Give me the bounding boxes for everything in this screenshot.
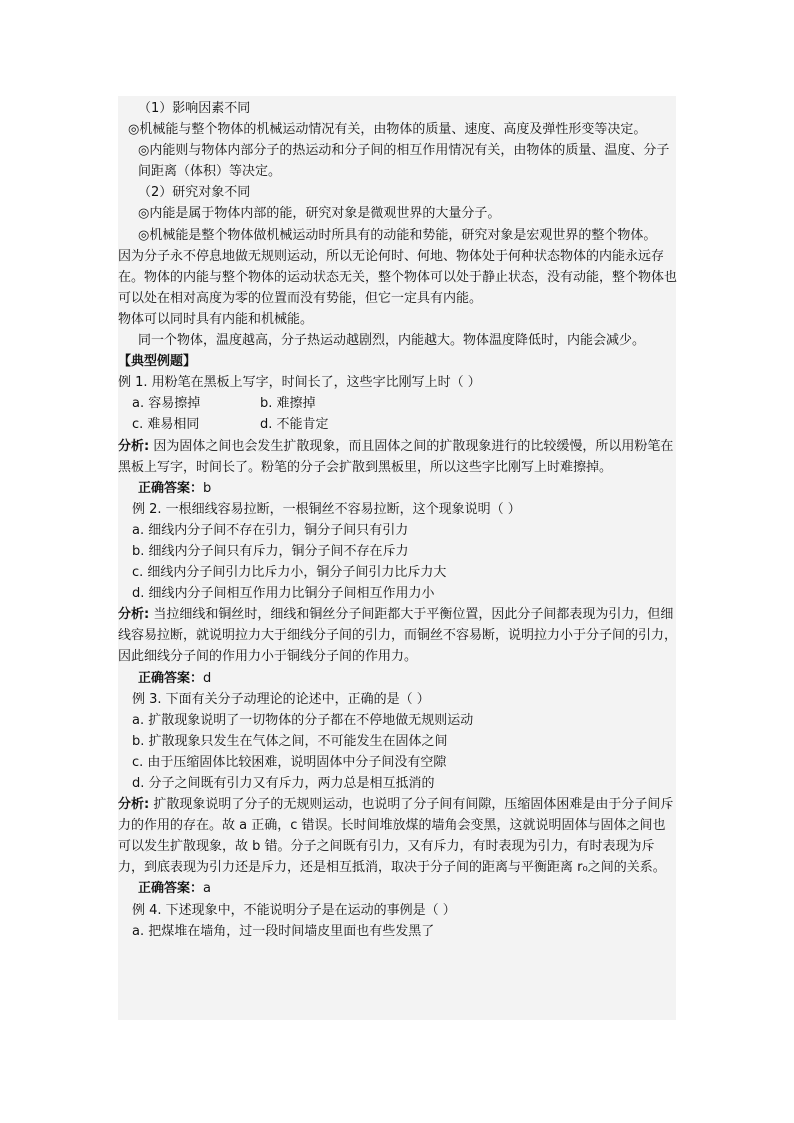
example-3-question: 例 3. 下面有关分子动理论的论述中，正确的是（ ） — [132, 691, 430, 707]
example-3-analysis-label: 分析: — [118, 797, 150, 813]
example-2-answer-label: 正确答案： — [138, 670, 204, 686]
example-1-option-c: c. 难易相同 — [132, 417, 200, 433]
example-4-option-a: a. 把煤堆在墙角，过一段时间墙皮里面也有些发黑了 — [132, 923, 435, 939]
example-2-answer-value: d — [203, 670, 212, 686]
example-1-answer — [118, 478, 678, 499]
example-1-options-row1 — [118, 393, 678, 414]
example-2-option-b: b. 细线内分子间只有斥力，铜分子间不存在斥力 — [132, 543, 409, 559]
heading-research-object: （2）研究对象不同 — [138, 185, 251, 201]
paragraph-mechanical-energy: ◎机械能与整个物体的机械运动情况有关，由物体的质量、速度、高度及弹性形变等决定。 — [128, 122, 647, 138]
example-1-answer-label: 正确答案： — [138, 480, 204, 496]
example-3-answer-value: a — [203, 881, 211, 897]
paragraph-temperature: 同一个物体，温度越高，分子热运动越剧烈，内能越大。物体温度降低时，内能会减少。 — [138, 333, 646, 349]
example-3-answer — [118, 878, 678, 899]
paragraph-mechanical-energy-object: ◎机械能是整个物体做机械运动时所具有的动能和势能，研究对象是宏观世界的整个物体。 — [138, 227, 657, 243]
example-3-option-a: a. 扩散现象说明了一切物体的分子都在不停地做无规则运动 — [132, 712, 474, 728]
example-2-analysis-label: 分析: — [118, 607, 150, 623]
example-1-question: 例 1. 用粉笔在黑板上写字，时间长了，这些字比刚写上时（ ） — [118, 375, 481, 391]
section-heading: 【典型例题】 — [118, 354, 197, 370]
example-1-answer-value: b — [203, 480, 212, 496]
example-4-question: 例 4. 下述现象中，不能说明分子是在运动的事例是（ ） — [132, 902, 456, 918]
example-2-answer — [118, 668, 678, 689]
example-2-analysis — [118, 604, 678, 667]
example-1-option-d: d. 不能肯定 — [260, 417, 329, 433]
paragraph-molecular-motion: 因为分子永不停息地做无规则运动，所以无论何时、何地、物体处于何种状态物体的内能永远存在。物体的内能与整个物体的运动状态无关，整个物体可以处于静止状态，没有动能，整个物体也可以处在相对高度为零的位置而没有势能，但它一定具有内能。 — [118, 248, 678, 306]
example-2-question: 例 2. 一根细线容易拉断，一根铜丝不容易拉断，这个现象说明（ ） — [132, 501, 521, 517]
paragraph-internal-energy: ◎内能则与物体内部分子的热运动和分子间的相互作用情况有关，由物体的质量、温度、分子间距离（体积）等决定。 — [138, 143, 670, 180]
example-2-option-a: a. 细线内分子间不存在引力，铜分子间只有引力 — [132, 522, 409, 538]
example-1-option-b: b. 难擦掉 — [260, 396, 316, 412]
example-3-answer-label: 正确答案： — [138, 881, 204, 897]
example-2-analysis-text: 当拉细线和铜丝时，细线和铜丝分子间距都大于平衡位置，因此分子间都表现为引力，但细线容易拉断，就说明拉力大于细线分子间的引力，而铜丝不容易断，说明拉力小于分子间的引力，因此细线分子间的作用力小于铜线分子间的作用力。 — [118, 607, 678, 665]
document-content — [118, 98, 678, 942]
paragraph-both-energies: 物体可以同时具有内能和机械能。 — [118, 311, 314, 327]
example-1-option-a: a. 容易擦掉 — [132, 396, 201, 412]
example-3-option-b: b. 扩散现象只发生在气体之间，不可能发生在固体之间 — [132, 733, 448, 749]
example-3-analysis — [118, 794, 678, 878]
example-2-option-c: c. 细线内分子间引力比斥力小，铜分子间引力比斥力大 — [132, 565, 447, 581]
example-1-analysis — [118, 436, 678, 478]
example-3-option-d: d. 分子之间既有引力又有斥力，两力总是相互抵消的 — [132, 776, 435, 791]
example-1-options-row2 — [118, 414, 678, 435]
example-3-option-c: c. 由于压缩固体比较困难，说明固体中分子间没有空隙 — [132, 754, 447, 770]
example-1-analysis-text: 因为固体之间也会发生扩散现象，而且固体之间的扩散现象进行的比较缓慢，所以用粉笔在黑板上写字，时间长了。粉笔的分子会扩散到黑板里，所以这些字比刚写上时难擦掉。 — [118, 438, 674, 475]
example-3-analysis-text: 扩散现象说明了分子的无规则运动，也说明了分子间有间隙，压缩固体困难是由于分子间斥力的作用的存在。故 a 正确，c 错误。长时间堆放煤的墙角会变黑，这就说明固体与固体之间也可以发生扩散现象，故 b 错。分子之间既有引力，又有斥力，有时表现为引力，有时表现为斥力，到底表现为引力还是斥力，还是相互抵消，取决于分子间的距离与平衡距离 r₀之间的关系。 — [118, 797, 674, 876]
heading-factors: （1）影响因素不同 — [138, 101, 251, 116]
paragraph-internal-energy-object: ◎内能是属于物体内部的能，研究对象是微观世界的大量分子。 — [138, 206, 501, 222]
example-2-option-d: d. 细线内分子间相互作用力比铜分子间相互作用力小 — [132, 586, 435, 602]
example-1-analysis-label: 分析: — [118, 438, 150, 454]
